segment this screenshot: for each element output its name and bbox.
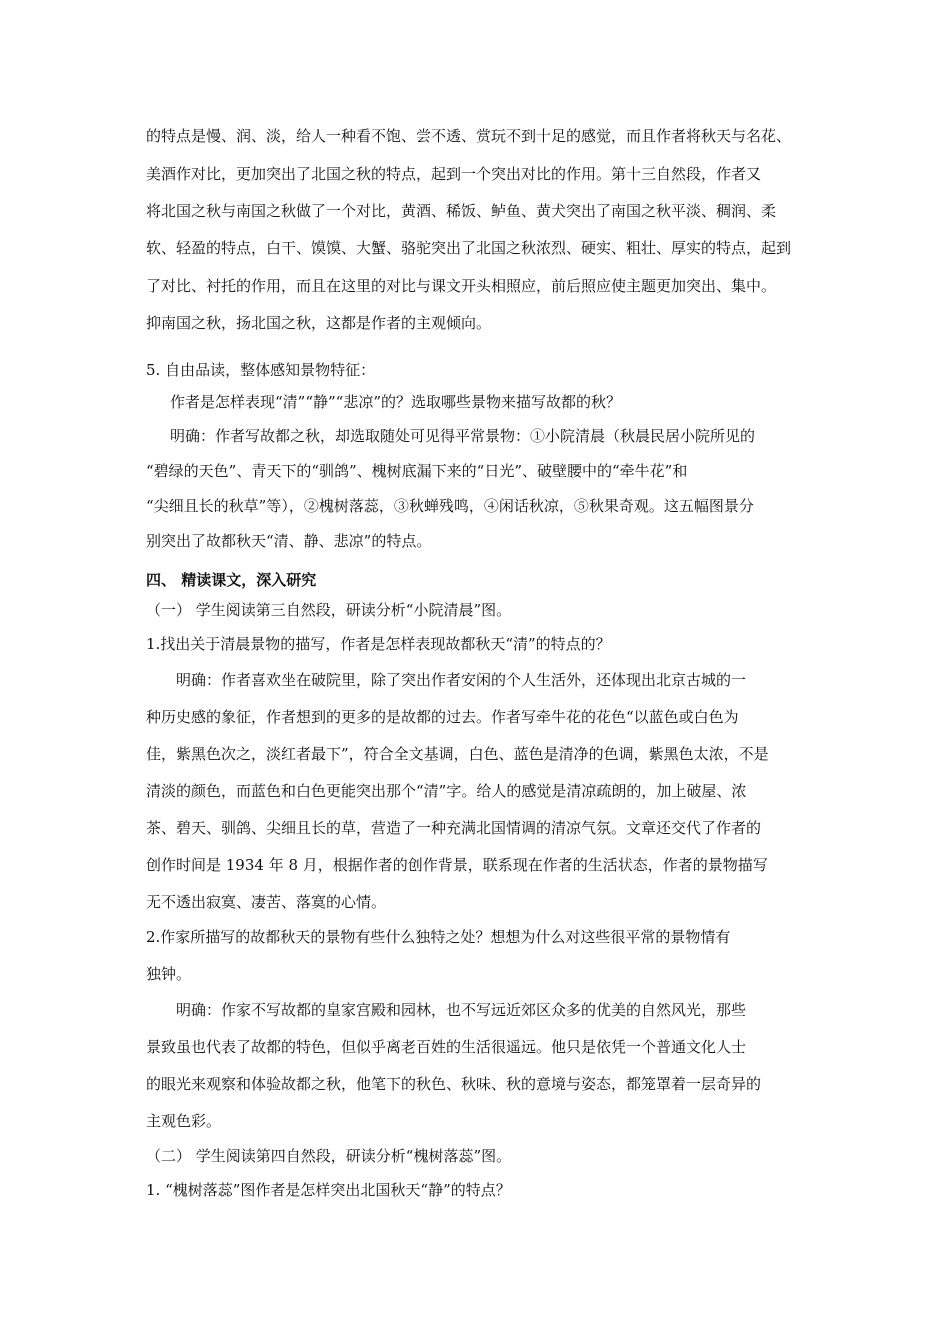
q2-answer-line: 明确：作家不写故都的皇家宫殿和园林，也不写远近郊区众多的优美的自然风光，那些	[176, 1001, 747, 1019]
q1-answer-line: 清淡的颜色，而蓝色和白色更能突出那个“清”字。给人的感觉是清凉疏朗的，加上破屋、浓	[146, 782, 747, 800]
para1-line: 软、轻盈的特点，白干、馍馍、大蟹、骆驼突出了北国之秋浓烈、硬实、粗壮、厚实的特点，起到	[146, 239, 792, 257]
question-3: 1. “槐树落蕊”图作者是怎样突出北国秋天“静”的特点？	[146, 1181, 511, 1199]
item5-answer-line: “碧绿的天色”、青天下的“驯鸽”、槐树底漏下来的“日光”、破壁腰中的“牵牛花”和	[146, 462, 688, 480]
question-2: 2.作家所描写的故都秋天的景物有些什么独特之处？想想为什么对这些很平常的景物情有	[146, 928, 731, 946]
item5-answer-line: 明确：作者写故都之秋，却选取随处可见得平常景物：①小院清晨（秋晨民居小院所见的	[170, 427, 756, 445]
para1-line: 了对比、衬托的作用，而且在这里的对比与课文开头相照应，前后照应使主题更加突出、集中。	[146, 277, 777, 295]
section-heading: 四、 精读课文，深入研究	[146, 571, 317, 589]
q2-answer-line: 的眼光来观察和体验故都之秋，他笔下的秋色、秋味、秋的意境与姿态，都笼罩着一层奇异的	[146, 1075, 762, 1093]
q1-answer-line: 无不透出寂寞、凄苦、落寞的心情。	[146, 893, 387, 911]
q2-answer-line: 主观色彩。	[146, 1112, 222, 1130]
para1-line: 将北国之秋与南国之秋做了一个对比，黄酒、稀饭、鲈鱼、黄犬突出了南国之秋平淡、稠润、柔	[146, 202, 777, 220]
q1-answer-line: 明确：作者喜欢坐在破院里，除了突出作者安闲的个人生活外，还体现出北京古城的一	[176, 671, 747, 689]
item5-answer-line: “尖细且长的秋草”等），②槐树落蕊，③秋蝉残鸣，④闲话秋凉，⑤秋果奇观。这五幅图景分	[146, 497, 754, 515]
q1-answer-line: 佳，紫黑色次之，淡红者最下”，符合全文基调，白色、蓝色是清净的色调，紫黑色太浓，不是	[146, 745, 769, 763]
item5-question: 作者是怎样表现“清”“静”“悲凉”的？选取哪些景物来描写故都的秋？	[170, 393, 622, 411]
item5-answer-line: 别突出了故都秋天“清、静、悲凉”的特点。	[146, 532, 432, 550]
item5-heading: 5. 自由品读，整体感知景物特征：	[146, 361, 376, 379]
subsection-heading: （二） 学生阅读第四自然段，研读分析“槐树落蕊”图。	[146, 1147, 512, 1165]
q1-answer-line: 茶、碧天、驯鸽、尖细且长的草，营造了一种充满北国情调的清凉气氛。文章还交代了作者的	[146, 819, 762, 837]
para1-line: 抑南国之秋，扬北国之秋，这都是作者的主观倾向。	[146, 314, 492, 332]
question-1: 1.找出关于清晨景物的描写，作者是怎样表现故都秋天“清”的特点的？	[146, 635, 611, 653]
subsection-heading: （一） 学生阅读第三自然段，研读分析“小院清晨”图。	[146, 601, 512, 619]
q1-answer-line: 创作时间是 1934 年 8 月，根据作者的创作背景，联系现在作者的生活状态，作者的景物描写	[146, 856, 768, 874]
para1-line: 的特点是慢、润、淡，给人一种看不饱、尝不透、赏玩不到十足的感觉，而且作者将秋天与名花、	[146, 127, 792, 145]
question-2: 独钟。	[146, 965, 192, 983]
para1-line: 美酒作对比，更加突出了北国之秋的特点，起到一个突出对比的作用。第十三自然段，作者又	[146, 165, 762, 183]
q1-answer-line: 种历史感的象征，作者想到的更多的是故都的过去。作者写牵牛花的花色“以蓝色或白色为	[146, 708, 739, 726]
q2-answer-line: 景致虽也代表了故都的特色，但似乎离老百姓的生活很遥远。他只是依凭一个普通文化人士	[146, 1038, 747, 1056]
